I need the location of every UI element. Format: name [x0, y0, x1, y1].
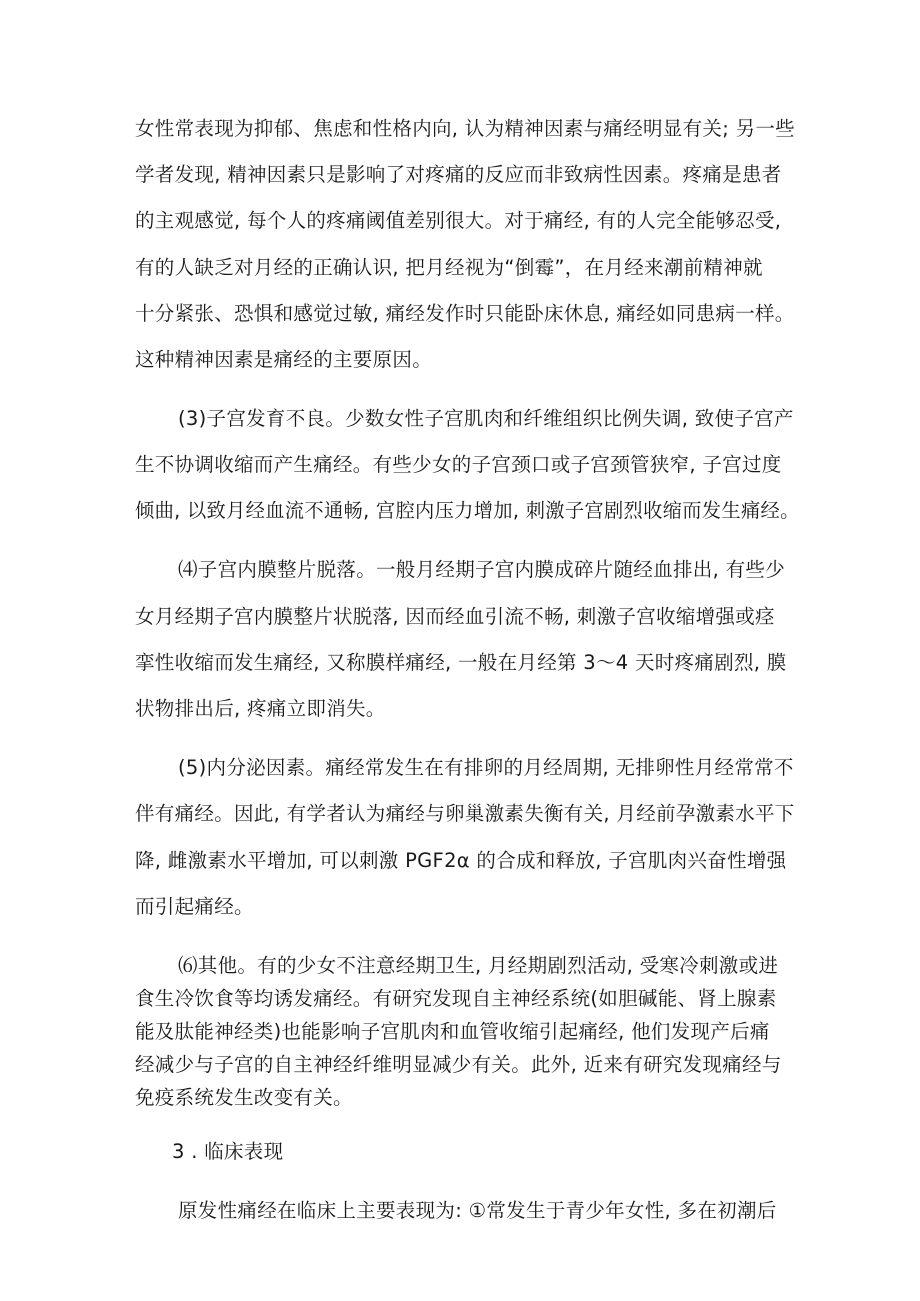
- paragraph-line: 女月经期子宫内膜整片状脱落, 因而经血引流不畅, 刺激子宫收缩增强或痉: [135, 605, 775, 628]
- paragraph-line: 原发性痛经在临床上主要表现为: ①常发生于青少年女性, 多在初潮后: [178, 1199, 777, 1222]
- paragraph-line: 而引起痛经。: [135, 895, 254, 918]
- paragraph-line: 的主观感觉, 每个人的疼痛阈值差别很大。对于痛经, 有的人完全能够忍受,: [135, 209, 782, 232]
- paragraph-line: (3)子宫发育不良。少数女性子宫肌肉和纤维组织比例失调, 致使子宫产: [178, 407, 794, 430]
- paragraph-line: 这种精神因素是痛经的主要原因。: [135, 348, 433, 371]
- paragraph-line: 降, 雌激素水平增加, 可以刺激 PGF2α 的合成和释放, 子宫肌肉兴奋性增强: [135, 849, 787, 872]
- paragraph-line: 免疫系统发生改变有关。: [135, 1086, 353, 1109]
- section-heading: 3 . 临床表现: [172, 1140, 284, 1163]
- paragraph-line: 挛性收缩而发生痛经, 又称膜样痛经, 一般在月经第 3～4 天时疼痛剧烈, 膜: [135, 651, 787, 674]
- paragraph-line: 倾曲, 以致月经血流不通畅, 宫腔内压力增加, 刺激子宫剧烈收缩而发生痛经。: [135, 499, 800, 522]
- paragraph-line: 生不协调收缩而产生痛经。有些少女的子宫颈口或子宫颈管狭窄, 子宫过度: [135, 453, 782, 476]
- paragraph-line: 女性常表现为抑郁、焦虑和性格内向, 认为精神因素与痛经明显有关; 另一些: [135, 117, 795, 140]
- paragraph-line: 伴有痛经。因此, 有学者认为痛经与卵巢激素失衡有关, 月经前孕激素水平下: [135, 802, 795, 825]
- paragraph-line: 十分紧张、恐惧和感觉过敏, 痛经发作时只能卧床休息, 痛经如同患病一样。: [135, 302, 795, 325]
- paragraph-line: 能及肽能神经类)也能影响子宫肌肉和血管收缩引起痛经, 他们发现产后痛: [135, 1020, 770, 1043]
- paragraph-line: ⑹其他。有的少女不注意经期卫生, 月经期剧烈活动, 受寒冷刺激或进: [178, 954, 779, 977]
- paragraph-line: 经减少与子宫的自主神经纤维明显减少有关。此外, 近来有研究发现痛经与: [135, 1053, 782, 1076]
- paragraph-line: 学者发现, 精神因素只是影响了对疼痛的反应而非致病性因素。疼痛是患者: [135, 163, 782, 186]
- paragraph-line: 状物排出后, 疼痛立即消失。: [135, 697, 386, 720]
- paragraph-line: (5)内分泌因素。痛经常发生在有排卵的月经周期, 无排卵性月经常常不: [178, 756, 794, 779]
- paragraph-line: 有的人缺乏对月经的正确认识, 把月经视为“倒霉”，在月经来潮前精神就: [135, 256, 763, 279]
- paragraph-line: ⑷子宫内膜整片脱落。一般月经期子宫内膜成碎片随经血排出, 有些少: [178, 558, 785, 581]
- paragraph-line: 食生冷饮食等均诱发痛经。有研究发现自主神经系统(如胆碱能、肾上腺素: [135, 987, 777, 1010]
